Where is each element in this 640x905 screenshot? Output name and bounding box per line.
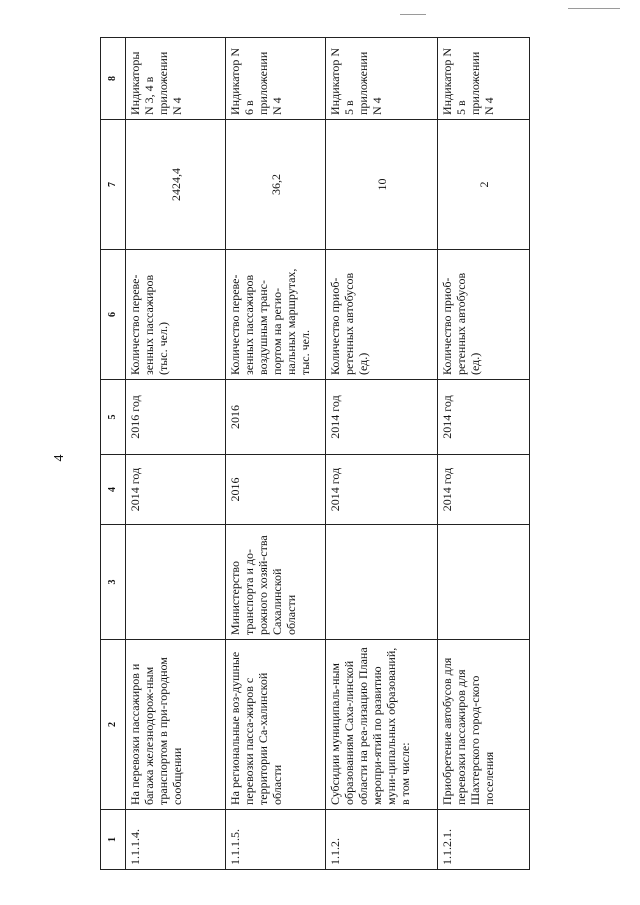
row-start: 2016	[226, 455, 326, 525]
row-end: 2014 год	[326, 380, 438, 455]
table-row	[438, 38, 530, 870]
column-header: 1	[101, 810, 126, 870]
row-start: 2014 год	[326, 455, 438, 525]
scan-mark-top-right	[568, 8, 620, 9]
row-value: 10	[326, 120, 438, 250]
column-header: 6	[101, 250, 126, 380]
row-note: Индикатор N 6 в приложении N 4	[226, 38, 326, 120]
row-value: 2	[438, 120, 530, 250]
row-note: Индикатор N 5 в приложении N 4	[326, 38, 438, 120]
row-name: На перевозки пассажиров и багажа железнодорож-ным транспортом в при-городном сообщении	[126, 640, 226, 810]
program-table	[100, 37, 530, 870]
row-note: Индикатор N 5 в приложении N 4	[438, 38, 530, 120]
rotated-table-frame	[100, 38, 528, 870]
header-row	[101, 38, 126, 870]
row-indicator: Количество приоб-ретенных автобусов (ед.)	[326, 250, 438, 380]
row-end: 2016	[226, 380, 326, 455]
row-start: 2014 год	[438, 455, 530, 525]
table-row	[126, 38, 226, 870]
row-indicator: Количество переве-зенных пассажиров (тыс. чел.)	[126, 250, 226, 380]
column-header: 2	[101, 640, 126, 810]
row-indicator: Количество переве-зенных пассажиров воздушным транс-портом на регио-нальных маршрутах, тыс. чел.	[226, 250, 326, 380]
row-executor: Министерство транспорта и до-рожного хозяй-ства Сахалинской области	[226, 525, 326, 640]
row-value: 36,2	[226, 120, 326, 250]
table-row	[226, 38, 326, 870]
row-executor	[438, 525, 530, 640]
row-executor	[126, 525, 226, 640]
row-code: 1.1.2.	[326, 810, 438, 870]
row-name: Приобретение автобусов для перевозки пассажиров для Шахтерского город-ского поселения	[438, 640, 530, 810]
scan-mark-top-left	[400, 14, 426, 15]
row-code: 1.1.2.1.	[438, 810, 530, 870]
column-header: 4	[101, 455, 126, 525]
row-indicator: Количество приоб-ретенных автобусов (ед.)	[438, 250, 530, 380]
table-row	[326, 38, 438, 870]
column-header: 3	[101, 525, 126, 640]
row-code: 1.1.1.5.	[226, 810, 326, 870]
row-executor	[326, 525, 438, 640]
row-start: 2014 год	[126, 455, 226, 525]
row-value: 2424,4	[126, 120, 226, 250]
row-end: 2016 год	[126, 380, 226, 455]
page-number: 4	[52, 454, 67, 462]
column-header: 8	[101, 38, 126, 120]
row-name: Субсидии муниципаль-ным образованиям Саха-линской области на реа-лизацию Плана меропри-ятий по развитию муни-ципальных образований, в том числе:	[326, 640, 438, 810]
row-note: Индикаторы N 3, 4 в приложении N 4	[126, 38, 226, 120]
row-name: На региональные воз-душные перевозки пасса-жиров с территории Са-халинской области	[226, 640, 326, 810]
row-code: 1.1.1.4.	[126, 810, 226, 870]
column-header: 7	[101, 120, 126, 250]
row-end: 2014 год	[438, 380, 530, 455]
column-header: 5	[101, 380, 126, 455]
